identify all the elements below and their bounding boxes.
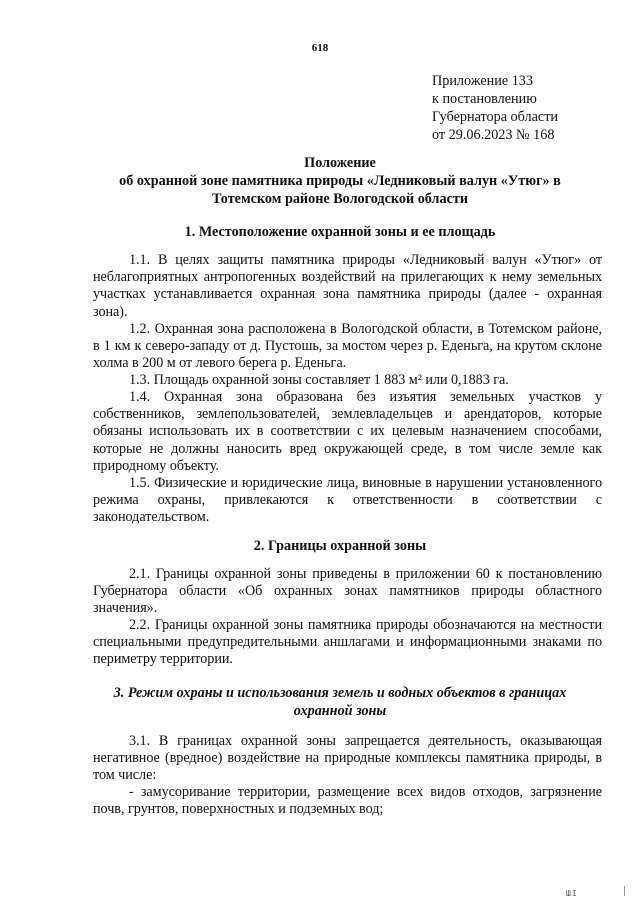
- section-1-heading: 1. Местоположение охранной зоны и ее площадь: [184, 224, 496, 240]
- section-3-heading-line: охранной зоны: [293, 703, 387, 719]
- paragraph-1-3: 1.3. Площадь охранной зоны составляет 1 883 м² или 0,1883 га.: [129, 372, 509, 388]
- paragraph-1-1: 1.1. В целях защиты памятника природы «Ледниковый валун «Утюг» от неблагоприятных антропогенных воздействий на прилегающих к нему земельных участках устанавливается охранная зона памятника природы (далее - охранная зона).: [93, 252, 602, 320]
- paragraph-3-1-item: - замусоривание территории, размещение всех видов отходов, загрязнение почв, грунтов, поверхностных и подземных вод;: [93, 784, 602, 818]
- section-3-heading: [60, 684, 620, 720]
- footer-tick: [624, 886, 625, 896]
- paragraph-1-5: 1.5. Физические и юридические лица, виновные в нарушении установленного режима охраны, привлекаются к ответственности в соответствии с законодательством.: [93, 475, 602, 526]
- title-line: Положение: [304, 155, 376, 171]
- paragraph-1-4: 1.4. Охранная зона образована без изъятия земельных участков у собственников, землепользователей, землевладельцев и арендаторов, которые обязаны использовать их в соответствии с их целевым назначением способами, которые не должны наносить вред окружающей среде, в том числе земле как природному объекту.: [93, 389, 602, 474]
- section-3-heading-line: 3. Режим охраны и использования земель и водных объектов в границах: [113, 685, 567, 701]
- paragraph-1-2: 1.2. Охранная зона расположена в Вологодской области, в Тотемском районе, в 1 км к северо-западу от д. Пустошь, за мостом через р. Еденьга, на крутом склоне холма в 200 м от левого берега р. Еденьга.: [93, 321, 602, 372]
- appendix-line: к постановлению: [432, 91, 537, 107]
- paragraph-2-1: 2.1. Границы охранной зоны приведены в приложении 60 к постановлению Губернатора области «Об охранных зонах памятников природы областного значения».: [93, 566, 602, 617]
- appendix-line: Губернатора области: [432, 109, 558, 125]
- section-2-heading: 2. Границы охранной зоны: [253, 538, 427, 554]
- paragraph-3-1: 3.1. В границах охранной зоны запрещается деятельность, оказывающая негативное (вредное) воздействие на природные комплексы памятника природы, в том числе:: [93, 733, 602, 784]
- document-title: [60, 154, 620, 208]
- footer-mark: ШI: [566, 889, 578, 898]
- title-line: об охранной зоне памятника природы «Ледниковый валун «Утюг» в: [119, 173, 561, 189]
- paragraph-2-2: 2.2. Границы охранной зоны памятника природы обозначаются на местности специальными предупредительными аншлагами и информационными знаками по периметру территории.: [93, 617, 602, 668]
- appendix-block: [432, 72, 558, 144]
- appendix-line: от 29.06.2023 № 168: [432, 127, 555, 143]
- appendix-line: Приложение 133: [432, 73, 533, 89]
- title-line: Тотемском районе Вологодской области: [211, 191, 469, 207]
- page-number: 618: [311, 42, 329, 54]
